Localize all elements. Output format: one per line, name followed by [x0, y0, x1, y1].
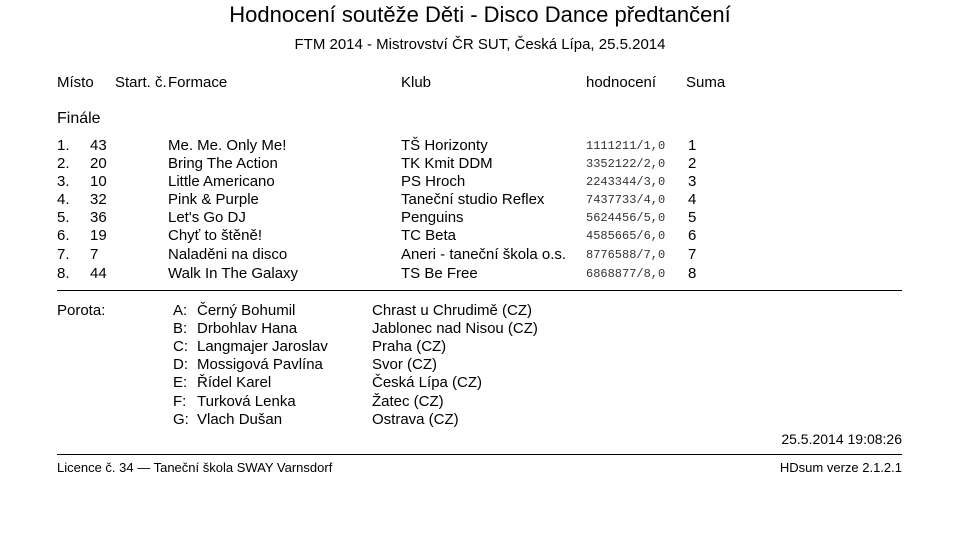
- cell-marks: 7437733/4,0: [586, 193, 666, 207]
- judge-letter: A:: [173, 302, 188, 319]
- cell-club: TC Beta: [401, 227, 457, 244]
- column-header-rating: hodnocení: [586, 74, 657, 91]
- column-header-start: Start. č.: [115, 74, 167, 91]
- cell-place: 8.: [57, 265, 70, 282]
- cell-marks: 5624456/5,0: [586, 211, 666, 225]
- cell-club: Aneri - taneční škola o.s.: [401, 246, 567, 263]
- column-header-sum: Suma: [686, 74, 726, 91]
- judge-name: Vlach Dušan: [197, 411, 283, 428]
- cell-sum: 7: [688, 246, 697, 263]
- column-header-formation: Formace: [168, 74, 228, 91]
- cell-club: TK Kmit DDM: [401, 155, 493, 172]
- table-row: [0, 191, 960, 209]
- cell-formation: Naladěni na disco: [168, 246, 288, 263]
- cell-place: 7.: [57, 246, 70, 263]
- column-header-club: Klub: [401, 74, 432, 91]
- cell-sum: 8: [688, 265, 697, 282]
- cell-formation: Little Americano: [168, 173, 275, 190]
- cell-formation: Chyť to štěně!: [168, 227, 263, 244]
- cell-formation: Bring The Action: [168, 155, 278, 172]
- cell-club: Taneční studio Reflex: [401, 191, 545, 208]
- divider: [57, 290, 902, 291]
- judge-letter: D:: [173, 356, 188, 373]
- cell-place: 1.: [57, 137, 70, 154]
- judge-place: Praha (CZ): [372, 338, 447, 355]
- judge-letter: C:: [173, 338, 188, 355]
- cell-club: PS Hroch: [401, 173, 466, 190]
- judge-letter: E:: [173, 374, 188, 391]
- cell-club: Penguins: [401, 209, 464, 226]
- list-item: [0, 374, 960, 392]
- cell-sum: 4: [688, 191, 697, 208]
- judge-name: Langmajer Jaroslav: [197, 338, 328, 355]
- judge-letter: B:: [173, 320, 188, 337]
- cell-start: 10: [90, 173, 107, 190]
- table-row: [0, 227, 960, 245]
- cell-sum: 2: [688, 155, 697, 172]
- cell-start: 20: [90, 155, 107, 172]
- cell-place: 4.: [57, 191, 70, 208]
- judge-letter: F:: [173, 393, 187, 410]
- cell-marks: 2243344/3,0: [586, 175, 666, 189]
- cell-place: 3.: [57, 173, 70, 190]
- cell-start: 44: [90, 265, 107, 282]
- cell-place: 5.: [57, 209, 70, 226]
- judge-name: Mossigová Pavlína: [197, 356, 323, 373]
- list-item: [0, 302, 960, 320]
- table-row: [0, 209, 960, 227]
- list-item: [0, 356, 960, 374]
- cell-formation: Walk In The Galaxy: [168, 265, 299, 282]
- cell-marks: 8776588/7,0: [586, 248, 666, 262]
- footer-version: HDsum verze 2.1.2.1: [779, 460, 902, 475]
- judge-place: Svor (CZ): [372, 356, 437, 373]
- judge-place: Chrast u Chrudimě (CZ): [372, 302, 533, 319]
- timestamp: 25.5.2014 19:08:26: [781, 431, 902, 447]
- table-row: [0, 246, 960, 264]
- cell-start: 19: [90, 227, 107, 244]
- judge-name: Černý Bohumil: [197, 302, 296, 319]
- cell-formation: Me. Me. Only Me!: [168, 137, 287, 154]
- cell-sum: 3: [688, 173, 697, 190]
- column-header-place: Místo: [57, 74, 94, 91]
- cell-formation: Let's Go DJ: [168, 209, 246, 226]
- page-subtitle: FTM 2014 - Mistrovství ČR SUT, Česká Lípa, 25.5.2014: [294, 36, 666, 53]
- table-row: [0, 265, 960, 283]
- judge-name: Řídel Karel: [197, 374, 272, 391]
- cell-sum: 6: [688, 227, 697, 244]
- judge-place: Žatec (CZ): [372, 393, 444, 410]
- cell-place: 6.: [57, 227, 70, 244]
- section-heading-final: Finále: [57, 110, 101, 127]
- cell-club: TŠ Horizonty: [401, 137, 488, 154]
- judge-place: Jablonec nad Nisou (CZ): [372, 320, 538, 337]
- cell-formation: Pink & Purple: [168, 191, 259, 208]
- cell-marks: 6868877/8,0: [586, 267, 666, 281]
- cell-marks: 4585665/6,0: [586, 229, 666, 243]
- cell-club: TS Be Free: [401, 265, 478, 282]
- cell-start: 32: [90, 191, 107, 208]
- judge-name: Turková Lenka: [197, 393, 296, 410]
- footer-license: Licence č. 34 — Taneční škola SWAY Varnsdorf: [57, 460, 333, 475]
- list-item: [0, 411, 960, 429]
- list-item: [0, 393, 960, 411]
- list-item: [0, 320, 960, 338]
- table-row: [0, 137, 960, 155]
- cell-sum: 5: [688, 209, 697, 226]
- cell-place: 2.: [57, 155, 70, 172]
- judge-letter: G:: [173, 411, 189, 428]
- judge-name: Drbohlav Hana: [197, 320, 298, 337]
- cell-start: 36: [90, 209, 107, 226]
- cell-marks: 1111211/1,0: [586, 139, 666, 153]
- cell-start: 43: [90, 137, 107, 154]
- cell-sum: 1: [688, 137, 697, 154]
- table-row: [0, 155, 960, 173]
- table-row: [0, 173, 960, 191]
- divider: [57, 454, 902, 455]
- cell-marks: 3352122/2,0: [586, 157, 666, 171]
- judge-place: Ostrava (CZ): [372, 411, 459, 428]
- list-item: [0, 338, 960, 356]
- cell-start: 7: [90, 246, 99, 263]
- jury-label: Porota:: [57, 302, 106, 319]
- page-title: Hodnocení soutěže Děti - Disco Dance předtančení: [229, 2, 731, 27]
- judge-place: Česká Lípa (CZ): [372, 374, 483, 391]
